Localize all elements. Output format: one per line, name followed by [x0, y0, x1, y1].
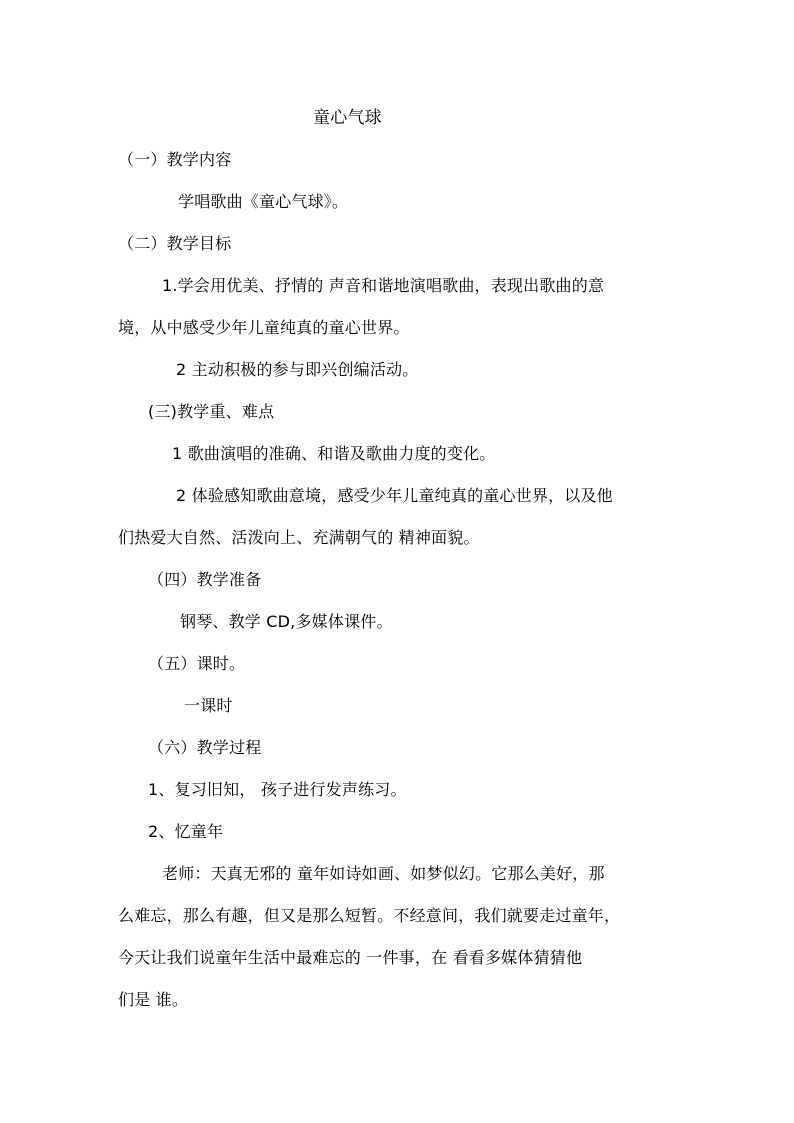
paragraph-line: 2 主动积极的参与即兴创编活动。: [176, 360, 419, 379]
paragraph-line: 1 歌曲演唱的准确、和谐及歌曲力度的变化。: [172, 444, 496, 463]
paragraph-line: 们是 谁。: [118, 990, 189, 1009]
paragraph-line: 们热爱大自然、活泼向上、充满朝气的 精神面貌。: [118, 528, 480, 547]
section-heading-periods: （五）课时。: [148, 654, 246, 673]
paragraph-line: 今天让我们说童年生活中最难忘的 一件事，在 看看多媒体猜猜他: [118, 948, 583, 967]
paragraph-line: 境，从中感受少年儿童纯真的童心世界。: [118, 318, 410, 337]
section-heading-goals: （二）教学目标: [118, 234, 232, 253]
paragraph-line: 学唱歌曲《童心气球》。: [178, 192, 349, 211]
paragraph-line: 钢琴、教学 CD,多媒体课件。: [180, 612, 393, 631]
section-heading-key-points: (三)教学重、难点: [148, 402, 275, 421]
paragraph-line: 1、复习旧知， 孩子进行发声练习。: [148, 780, 407, 799]
section-heading-preparation: （四）教学准备: [148, 570, 262, 589]
paragraph-line: 一课时: [184, 696, 233, 715]
paragraph-line: 2、忆童年: [148, 822, 224, 841]
section-heading-content: （一）教学内容: [118, 150, 232, 169]
document-title: 童心气球: [313, 108, 382, 128]
paragraph-line: 老师：天真无邪的 童年如诗如画、如梦似幻。它那么美好，那: [162, 864, 605, 883]
paragraph-line: 么难忘，那么有趣，但又是那么短暂。不经意间，我们就要走过童年，: [118, 906, 621, 925]
paragraph-line: 1.学会用优美、抒情的 声音和谐地演唱歌曲，表现出歌曲的意: [162, 276, 605, 295]
paragraph-line: 2 体验感知歌曲意境，感受少年儿童纯真的童心世界，以及他: [176, 486, 613, 505]
section-heading-process: （六）教学过程: [148, 738, 262, 757]
